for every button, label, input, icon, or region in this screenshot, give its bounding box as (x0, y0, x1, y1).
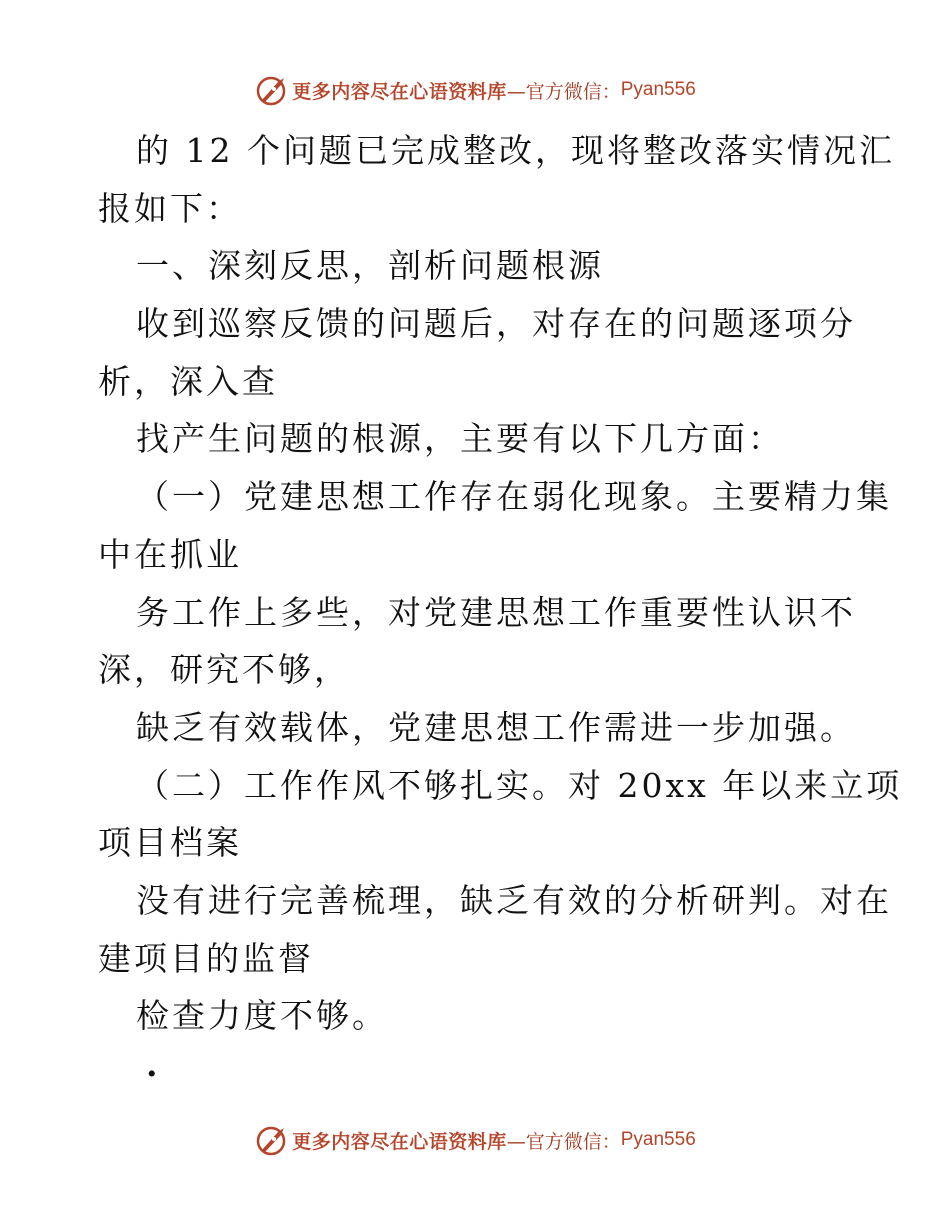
text-line: 的 12 个问题已完成整改，现将整改落实情况汇 (136, 131, 895, 170)
text-line: 中在抓业 (98, 534, 242, 574)
text-line: 没有进行完善梳理，缺乏有效的分析研判。对在 (136, 880, 892, 920)
footer-banner (0, 1120, 950, 1160)
text-line: 缺乏有效载体，党建思想工作需进一步加强。 (136, 707, 856, 747)
text-line: 项目档案 (98, 823, 242, 863)
banner-handle-text: Pyan556 (620, 79, 696, 100)
text-line: （二）工作作风不够扎实。对 20xx 年以来立项 (136, 765, 903, 805)
text-line: 找产生问题的根源，主要有以下几方面： (136, 419, 784, 459)
banner-main-text: 更多内容尽在心语资料库 (292, 80, 507, 103)
text-line: 检查力度不够。 (136, 996, 388, 1036)
pen-nib-logo-icon (254, 73, 290, 107)
text-line: 深，研究不够， (98, 650, 350, 690)
text-line: 收到巡察反馈的问题后，对存在的问题逐项分 (136, 304, 856, 344)
banner-sub-text: —官方微信： (506, 1130, 621, 1153)
document-body (98, 122, 903, 1103)
banner-sub-text: —官方微信： (506, 80, 621, 103)
header-banner (0, 70, 950, 110)
text-line: 建项目的监督 (98, 938, 314, 978)
banner-handle-text: Pyan556 (620, 1129, 696, 1150)
pen-nib-logo-icon (254, 1123, 290, 1157)
text-line: （一）党建思想工作存在弱化现象。主要精力集 (136, 477, 892, 517)
bullet-mark: · (146, 1054, 161, 1093)
banner-main-text: 更多内容尽在心语资料库 (292, 1130, 507, 1153)
text-line: 析，深入查 (98, 361, 278, 401)
text-line: 报如下： (98, 188, 242, 228)
text-line: 一、深刻反思，剖析问题根源 (136, 246, 604, 286)
text-line: 务工作上多些，对党建思想工作重要性认识不 (136, 592, 856, 632)
